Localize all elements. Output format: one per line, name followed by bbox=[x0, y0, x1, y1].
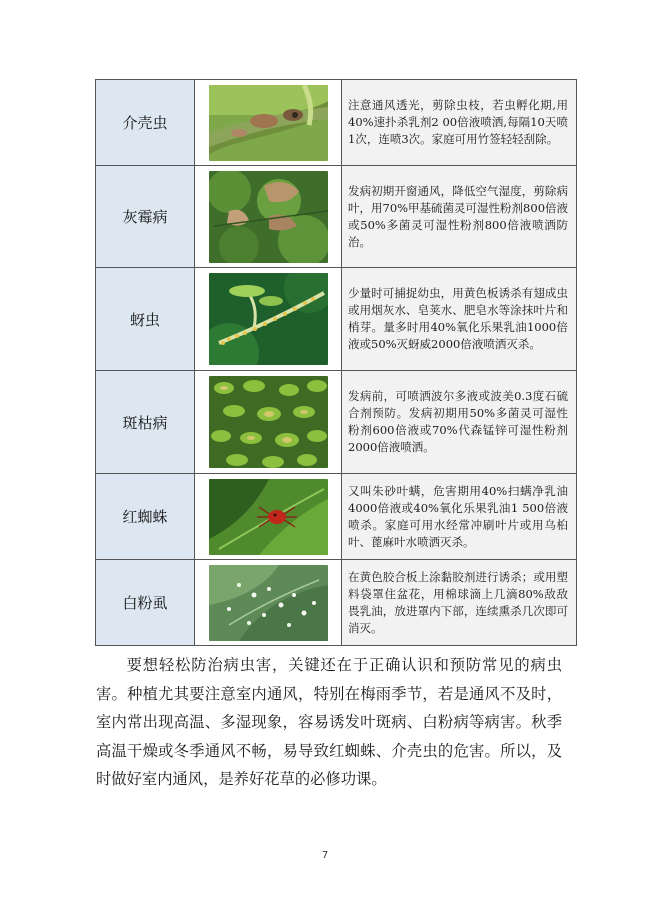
leaf-spot-photo bbox=[209, 376, 328, 468]
pest-name: 白粉虱 bbox=[96, 560, 195, 646]
treatment-text: 注意通风透光，剪除虫枝，若虫孵化期,用40%速扑杀乳剂2 00倍液喷洒,每隔10天喷1次，连喷3次。家庭可用竹签轻轻刮除。 bbox=[342, 80, 577, 166]
table-row bbox=[96, 371, 577, 474]
table-row bbox=[96, 166, 577, 268]
table-row bbox=[96, 474, 577, 560]
table-row bbox=[96, 80, 577, 166]
scale-insect-photo bbox=[209, 85, 328, 161]
aphid-photo bbox=[209, 273, 328, 365]
treatment-text: 又叫朱砂叶螨，危害期用40%扫螨净乳油4000倍液或40%氧化乐果乳油1 500倍液喷杀。家庭可用水经常冲刷叶片或用乌桕叶、蓖麻叶水喷洒灭杀。 bbox=[342, 474, 577, 560]
gray-mold-photo bbox=[209, 171, 328, 263]
treatment-text: 在黄色胶合板上涂黏胶剂进行诱杀；或用塑料袋罩住盆花，用棉球滴上几滴80%敌敌畏乳油，放进罩内下部，连续熏杀几次即可消灭。 bbox=[342, 560, 577, 646]
pest-table bbox=[95, 79, 577, 646]
pest-name: 灰霉病 bbox=[96, 166, 195, 268]
table-row bbox=[96, 268, 577, 371]
treatment-text: 发病前，可喷洒波尔多液或波美0.3度石硫合剂预防。发病初期用50%多菌灵可湿性粉剂600倍液或70%代森锰锌可湿性粉剂2000倍液喷洒。 bbox=[342, 371, 577, 474]
pest-name: 蚜虫 bbox=[96, 268, 195, 371]
treatment-text: 少量时可捕捉幼虫，用黄色板诱杀有翅成虫或用烟灰水、皂荚水、肥皂水等涂抹叶片和梢芽。量多时用40%氧化乐果乳油1000倍液或50%灭蚜威2000倍液喷洒灭杀。 bbox=[342, 268, 577, 371]
body-paragraph: 要想轻松防治病虫害，关键还在于正确认识和预防常见的病虫害。种植尤其要注意室内通风，特别在梅雨季节，若是通风不及时，室内常出现高温、多湿现象，容易诱发叶斑病、白粉病等病害。秋季高温干燥或冬季通风不畅，易导致红蜘蛛、介壳虫的危害。所以，及时做好室内通风，是养好花草的必修功课。 bbox=[96, 656, 562, 789]
whitefly-photo bbox=[209, 565, 328, 641]
table-row bbox=[96, 560, 577, 646]
red-spider-mite-photo bbox=[209, 479, 328, 555]
pest-name: 红蜘蛛 bbox=[96, 474, 195, 560]
treatment-text: 发病初期开窗通风，降低空气湿度，剪除病叶，用70%甲基硫菌灵可湿性粉剂800倍液或50%多菌灵可湿性粉剂800倍液喷洒防治。 bbox=[342, 166, 577, 268]
page-number: 7 bbox=[321, 850, 329, 861]
pest-name: 斑枯病 bbox=[96, 371, 195, 474]
pest-name: 介壳虫 bbox=[96, 80, 195, 166]
